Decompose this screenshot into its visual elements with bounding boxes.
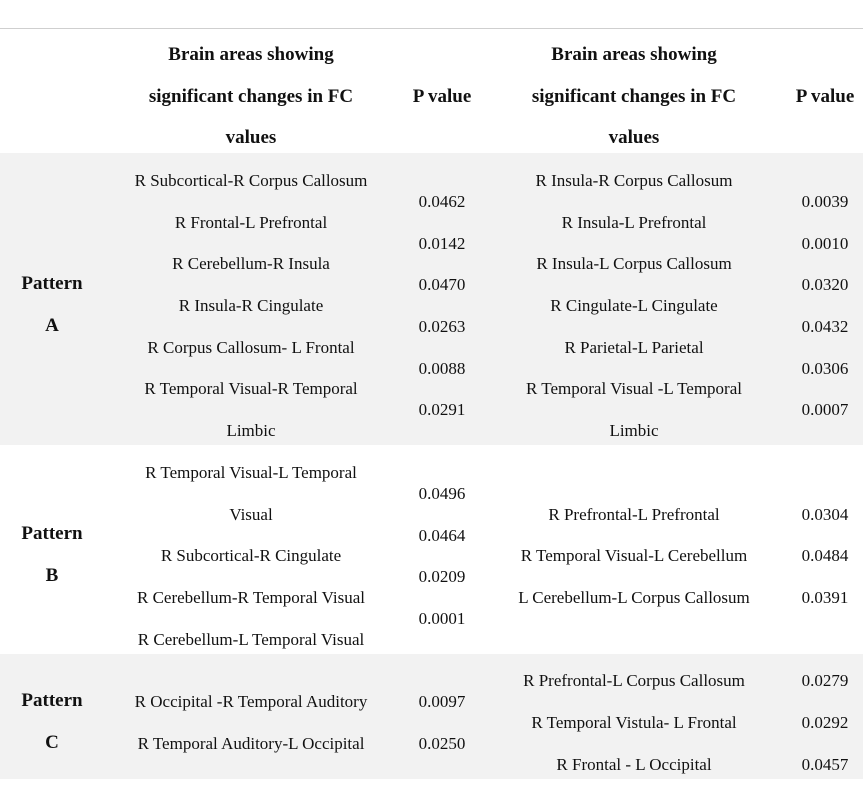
- pattern-b-left-p: 0.0464: [418, 526, 466, 545]
- header-right-brain-line-3: values: [608, 127, 660, 148]
- pattern-b-right-area: L Cerebellum-L Corpus Callosum: [518, 588, 750, 607]
- pattern-a-right-area: R Insula-L Corpus Callosum: [536, 254, 732, 273]
- pattern-a-right-area: Limbic: [609, 421, 659, 440]
- pattern-c-left-p: 0.0250: [418, 734, 466, 753]
- header-left-brain-line-2: significant changes in FC: [148, 86, 354, 107]
- pattern-a-left-area: R Frontal-L Prefrontal: [174, 213, 328, 232]
- pattern-a-left-p: 0.0263: [418, 317, 466, 336]
- pattern-c-right-area: R Prefrontal-L Corpus Callosum: [523, 671, 745, 690]
- pattern-a-right-area: R Insula-L Prefrontal: [561, 213, 707, 232]
- pattern-c-left-area: R Occipital -R Temporal Auditory: [134, 692, 368, 711]
- pattern-a-right-p: 0.0320: [801, 275, 849, 294]
- pattern-a-label-line-2: A: [45, 315, 59, 336]
- top-rule: [0, 28, 863, 29]
- pattern-a-right-area: R Parietal-L Parietal: [564, 338, 704, 357]
- pattern-c-right-p: 0.0279: [801, 671, 849, 690]
- pattern-a-left-p: 0.0088: [418, 359, 466, 378]
- header-right-brain-line-1: Brain areas showing: [551, 44, 717, 65]
- pattern-c-left-area: R Temporal Auditory-L Occipital: [137, 734, 365, 753]
- pattern-a-right-area: R Cingulate-L Cingulate: [550, 296, 718, 315]
- pattern-b-label-line-1: Pattern: [21, 523, 83, 544]
- pattern-c-right-area: R Frontal - L Occipital: [556, 755, 712, 774]
- header-left-brain-line-3: values: [225, 127, 277, 148]
- pattern-b-label-line-2: B: [45, 565, 59, 586]
- pattern-a-right-p: 0.0039: [801, 192, 849, 211]
- pattern-b-left-area: R Cerebellum-R Temporal Visual: [136, 588, 366, 607]
- pattern-b-right-p: 0.0304: [801, 505, 849, 524]
- pattern-b-left-area: R Cerebellum-L Temporal Visual: [137, 630, 365, 649]
- pattern-b-left-p: 0.0001: [418, 609, 466, 628]
- pattern-a-right-p: 0.0432: [801, 317, 849, 336]
- pattern-b-left-area: Visual: [229, 505, 273, 524]
- pattern-a-left-area: Limbic: [226, 421, 276, 440]
- header-left-p-value: P value: [412, 86, 472, 107]
- pattern-c-label-line-1: Pattern: [21, 690, 83, 711]
- pattern-a-left-area: R Subcortical-R Corpus Callosum: [134, 171, 368, 190]
- pattern-b-right-area: R Temporal Visual-L Cerebellum: [520, 546, 748, 565]
- pattern-a-left-area: R Insula-R Cingulate: [178, 296, 324, 315]
- pattern-b-right-p: 0.0484: [801, 546, 849, 565]
- pattern-a-right-area: R Temporal Visual -L Temporal: [526, 379, 742, 398]
- header-right-p-value: P value: [795, 86, 855, 107]
- pattern-c-right-p: 0.0292: [801, 713, 849, 732]
- pattern-a-label-line-1: Pattern: [21, 273, 83, 294]
- pattern-a-left-p: 0.0142: [418, 234, 466, 253]
- pattern-b-left-p: 0.0209: [418, 567, 466, 586]
- pattern-a-right-p: 0.0306: [801, 359, 849, 378]
- pattern-c-label-line-2: C: [45, 732, 59, 753]
- pattern-b-right-p: 0.0391: [801, 588, 849, 607]
- pattern-c-right-p: 0.0457: [801, 755, 849, 774]
- pattern-a-right-p: 0.0010: [801, 234, 849, 253]
- pattern-a-right-p: 0.0007: [801, 400, 849, 419]
- pattern-b-right-area: R Prefrontal-L Prefrontal: [548, 505, 720, 524]
- pattern-b-left-area: R Subcortical-R Cingulate: [160, 546, 342, 565]
- pattern-a-left-area: R Temporal Visual-R Temporal: [144, 379, 358, 398]
- header-right-brain-line-2: significant changes in FC: [531, 86, 737, 107]
- pattern-a-left-p: 0.0470: [418, 275, 466, 294]
- pattern-a-left-area: R Cerebellum-R Insula: [172, 254, 330, 273]
- pattern-a-left-area: R Corpus Callosum- L Frontal: [147, 338, 355, 357]
- pattern-a-right-area: R Insula-R Corpus Callosum: [535, 171, 733, 190]
- pattern-c-left-p: 0.0097: [418, 692, 466, 711]
- pattern-a-left-p: 0.0291: [418, 400, 466, 419]
- pattern-a-left-p: 0.0462: [418, 192, 466, 211]
- header-left-brain-line-1: Brain areas showing: [168, 44, 334, 65]
- pattern-b-left-p: 0.0496: [418, 484, 466, 503]
- pattern-b-left-area: R Temporal Visual-L Temporal: [145, 463, 357, 482]
- pattern-c-right-area: R Temporal Vistula- L Frontal: [531, 713, 737, 732]
